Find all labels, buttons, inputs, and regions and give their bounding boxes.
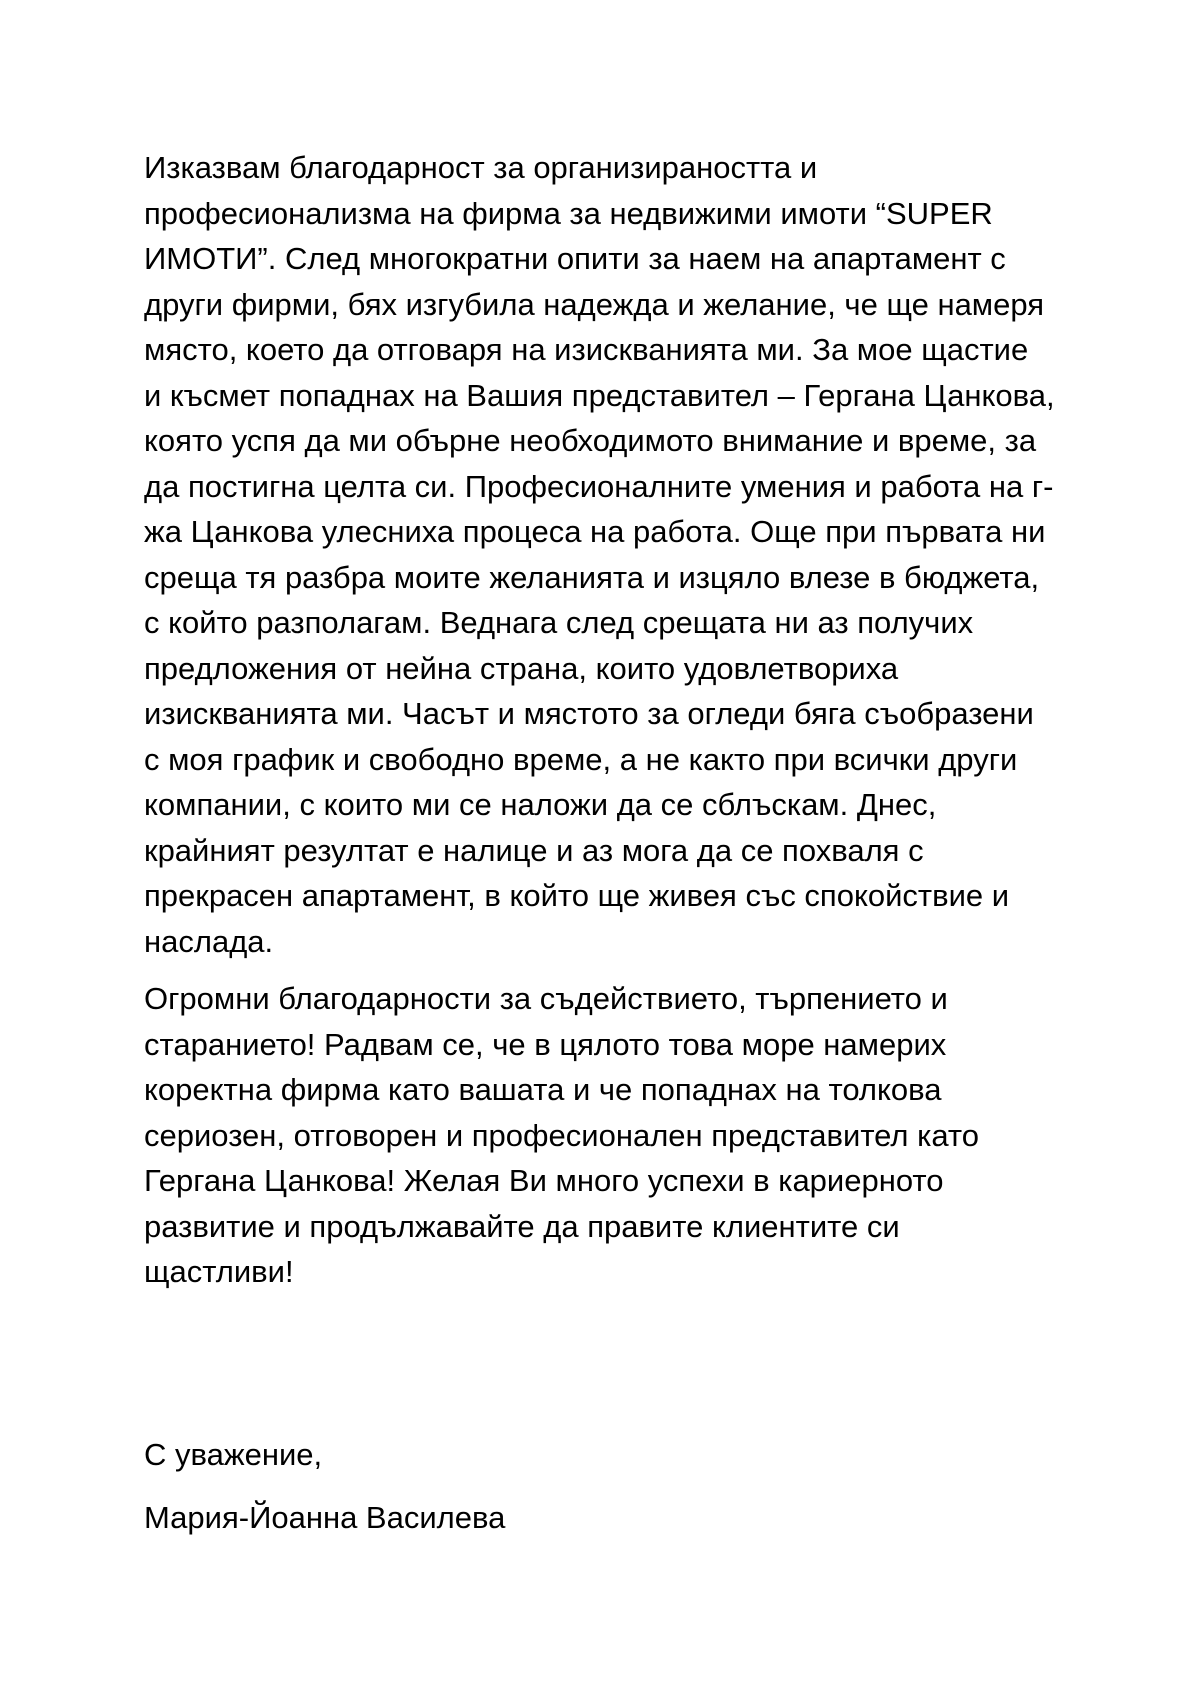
line: предложения от нейна страна, които удовлетвориха	[144, 650, 899, 686]
line: среща тя разбра моите желанията и изцяло влезе в бюджета,	[144, 559, 1040, 595]
line: старанието! Радвам се, че в цялото това море намерих	[144, 1026, 947, 1062]
paragraph-gratitude	[144, 145, 1064, 964]
line: други фирми, бях изгубила надежда и желание, че ще намеря	[144, 286, 1045, 322]
line: и късмет попаднах на Вашия представител – Гергана Цанкова,	[144, 377, 1055, 413]
line: място, което да отговаря на изискванията ми. За мое щастие	[144, 332, 1029, 367]
line: професионализма на фирма за недвижими имоти “SUPER	[144, 195, 993, 231]
line: прекрасен апартамент, в който ще живея със спокойствие и	[144, 878, 1010, 913]
line: наслада.	[144, 923, 274, 959]
letter-body	[144, 145, 1064, 1295]
signature-name: Мария-Йоанна Василева	[144, 1500, 506, 1535]
line: компании, с които ми се наложи да се сблъскам. Днес,	[144, 787, 937, 822]
line: коректна фирма като вашата и че попаднах на толкова	[144, 1072, 942, 1107]
line: която успя да ми обърне необходимото внимание и време, за	[144, 423, 1037, 458]
line: развитие и продължавайте да правите клиентите си	[144, 1208, 900, 1244]
line: щастливи!	[144, 1254, 294, 1289]
line: с моя график и свободно време, а не както при всички други	[144, 741, 1018, 777]
paragraph-thanks	[144, 976, 1064, 1295]
closing-salutation: С уважение,	[144, 1437, 323, 1472]
line: жа Цанкова улесниха процеса на работа. Още при първата ни	[144, 514, 1046, 549]
line: Огромни благодарности за съдействието, търпението и	[144, 981, 948, 1016]
line: ИМОТИ”. След многократни опити за наем на апартамент с	[144, 241, 1006, 276]
line: Изказвам благодарност за организираността и	[144, 150, 818, 185]
line: Гергана Цанкова! Желая Ви много успехи в кариерното	[144, 1163, 944, 1198]
line: изискванията ми. Часът и мястото за огледи бяга съобразени	[144, 696, 1034, 731]
line: да постигна целта си. Професионалните умения и работа на г-	[144, 468, 1054, 504]
line: с който разполагам. Веднага след срещата ни аз получих	[144, 605, 974, 640]
line: сериозен, отговорен и професионален представител като	[144, 1117, 979, 1153]
line: крайният резултат е налице и аз мога да се похваля с	[144, 832, 924, 868]
